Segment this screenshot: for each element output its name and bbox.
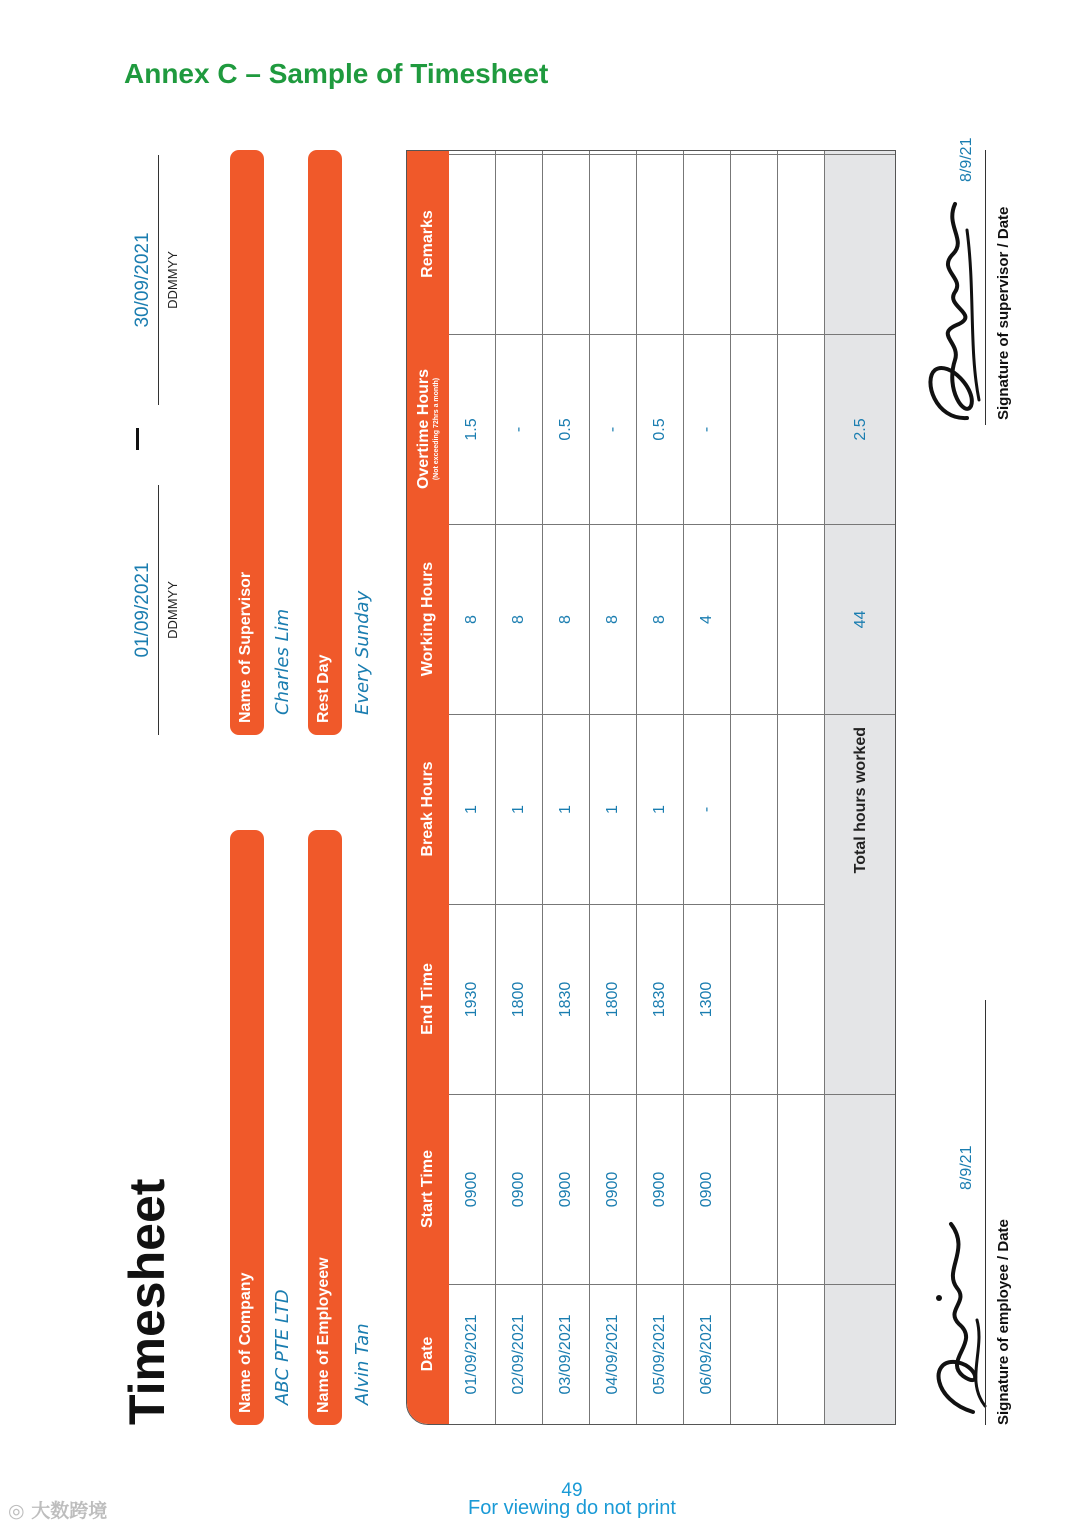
cell-spacer: [496, 151, 543, 154]
rest-day-value: Every Sunday: [352, 590, 373, 715]
cell-start-time: [778, 1094, 825, 1284]
cell-remarks: [590, 154, 637, 334]
annex-title: Annex C – Sample of Timesheet: [124, 58, 549, 89]
timesheet-title: Timesheet: [119, 1178, 175, 1425]
period-separator-dash: [136, 428, 139, 450]
cell-overtime-hours: 0.5: [543, 334, 590, 524]
period-start-format: DDMMYY: [165, 581, 180, 639]
total-working-hours: 44: [825, 524, 896, 714]
cell-date: [778, 1284, 825, 1424]
cell-end-time: [731, 904, 778, 1094]
cell-remarks: [731, 154, 778, 334]
cell-remarks: [449, 154, 496, 334]
cell-spacer: [590, 151, 637, 154]
cell-remarks: [637, 154, 684, 334]
cell-spacer: [778, 151, 825, 154]
period-end-format: DDMMYY: [165, 251, 180, 309]
total-row-blank: [825, 1094, 896, 1284]
cell-working-hours: 8: [590, 524, 637, 714]
period-start-line: [158, 485, 159, 735]
cell-end-time: 1300: [684, 904, 731, 1094]
total-remarks-cell: [825, 154, 896, 334]
header-break-hours: Break Hours: [407, 714, 449, 904]
cell-break-hours: 1: [496, 714, 543, 904]
cell-remarks: [778, 154, 825, 334]
period-end-line: [158, 155, 159, 405]
supervisor-signature: [915, 185, 990, 430]
period-start-date: 01/09/2021: [132, 562, 153, 658]
supervisor-label: Name of Supervisor: [230, 150, 264, 735]
cell-start-time: 0900: [496, 1094, 543, 1284]
cell-overtime-hours: -: [684, 334, 731, 524]
cell-spacer: [449, 151, 496, 154]
supervisor-signature-label: Signature of supervisor / Date: [995, 206, 1012, 420]
header-date: Date: [407, 1284, 449, 1424]
cell-working-hours: [731, 524, 778, 714]
watermark: [8, 1496, 148, 1524]
company-label: Name of Company: [230, 830, 264, 1425]
cell-start-time: [731, 1094, 778, 1284]
cell-overtime-hours: -: [590, 334, 637, 524]
cell-end-time: 1830: [543, 904, 590, 1094]
total-overtime-hours: 2.5: [825, 334, 896, 524]
total-hours-label: Total hours worked: [825, 714, 896, 904]
total-row-blank: [825, 1284, 896, 1424]
footer-note: For viewing do not print: [468, 1497, 676, 1519]
employee-signature-label: Signature of employee / Date: [995, 1219, 1012, 1425]
cell-date: 06/09/2021: [684, 1284, 731, 1424]
cell-end-time: [778, 904, 825, 1094]
timesheet-table: [406, 150, 896, 1425]
header-start-time: Start Time: [407, 1094, 449, 1284]
cell-remarks: [496, 154, 543, 334]
header-overtime-title: Overtime Hours: [414, 368, 432, 490]
cell-working-hours: 8: [543, 524, 590, 714]
cell-date: 03/09/2021: [543, 1284, 590, 1424]
cell-working-hours: 8: [449, 524, 496, 714]
cell-break-hours: [778, 714, 825, 904]
cell-overtime-hours: -: [496, 334, 543, 524]
cell-remarks: [684, 154, 731, 334]
cell-date: [731, 1284, 778, 1424]
cell-overtime-hours: [778, 334, 825, 524]
watermark-text: 大数跨境: [31, 1500, 108, 1522]
cell-break-hours: 1: [543, 714, 590, 904]
cell-break-hours: 1: [637, 714, 684, 904]
cell-spacer: [731, 151, 778, 154]
header-overtime-hours: [407, 334, 449, 524]
cell-overtime-hours: 0.5: [637, 334, 684, 524]
supervisor-signature-line: [985, 150, 986, 425]
cell-date: 04/09/2021: [590, 1284, 637, 1424]
cell-end-time: 1800: [590, 904, 637, 1094]
cell-break-hours: [731, 714, 778, 904]
header-overtime-note: (Not exceeding 72hrs a month): [432, 377, 440, 481]
cell-spacer: [543, 151, 590, 154]
cell-overtime-hours: [731, 334, 778, 524]
cell-date: 01/09/2021: [449, 1284, 496, 1424]
cell-start-time: 0900: [449, 1094, 496, 1284]
cell-break-hours: -: [684, 714, 731, 904]
cell-break-hours: 1: [590, 714, 637, 904]
period-end-date: 30/09/2021: [132, 232, 153, 328]
header-working-hours: Working Hours: [407, 524, 449, 714]
cell-spacer: [637, 151, 684, 154]
header-remarks: Remarks: [407, 154, 449, 334]
cell-working-hours: 4: [684, 524, 731, 714]
cell-working-hours: 8: [637, 524, 684, 714]
rest-day-label: Rest Day: [308, 150, 342, 735]
cell-date: 02/09/2021: [496, 1284, 543, 1424]
cell-start-time: 0900: [543, 1094, 590, 1284]
supervisor-signature-date: 8/9/21: [958, 137, 975, 182]
employee-signature-line: [985, 1000, 986, 1425]
supervisor-value: Charles Lim: [272, 608, 293, 715]
employee-value: Alvin Tan: [352, 1323, 373, 1405]
employee-signature-date: 8/9/21: [958, 1145, 975, 1190]
cell-overtime-hours: 1.5: [449, 334, 496, 524]
page-number: 49: [561, 1480, 583, 1501]
header-end-time: End Time: [407, 904, 449, 1094]
watermark-logo-icon: ◎: [8, 1500, 25, 1522]
cell-break-hours: 1: [449, 714, 496, 904]
employee-label: Name of Employeew: [308, 830, 342, 1425]
timesheet-form: [100, 120, 1040, 1460]
cell-spacer: [684, 151, 731, 154]
cell-end-time: 1930: [449, 904, 496, 1094]
cell-date: 05/09/2021: [637, 1284, 684, 1424]
cell-start-time: 0900: [684, 1094, 731, 1284]
company-value: ABC PTE LTD: [272, 1289, 293, 1405]
cell-working-hours: 8: [496, 524, 543, 714]
cell-remarks: [543, 154, 590, 334]
cell-start-time: 0900: [637, 1094, 684, 1284]
cell-end-time: 1830: [637, 904, 684, 1094]
header-spacer: [407, 151, 449, 154]
total-spacer: [825, 151, 896, 154]
cell-working-hours: [778, 524, 825, 714]
cell-start-time: 0900: [590, 1094, 637, 1284]
cell-end-time: 1800: [496, 904, 543, 1094]
total-row-blank: [825, 904, 896, 1094]
